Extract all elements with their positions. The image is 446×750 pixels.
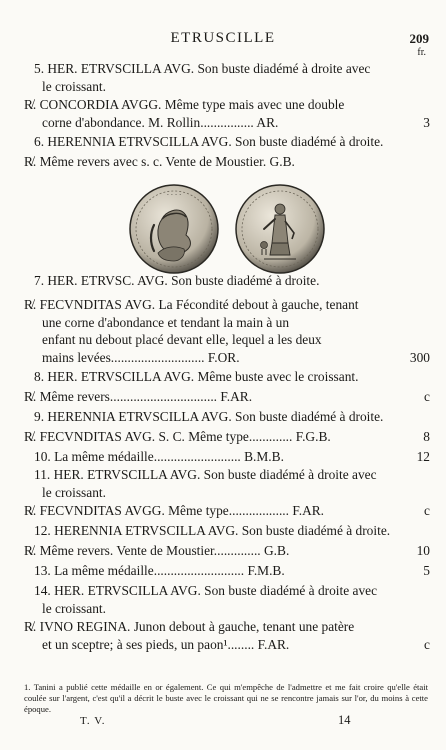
entry-text: 9. HERENNIA ETRVSCILLA AVG. Son buste diadémé à droite. [34,409,384,424]
catalog-entry [0,96,446,131]
entry-line [0,133,446,151]
coin-reverse-illustration [234,183,326,275]
entry-price: 12 [416,449,430,464]
entry-line [0,153,446,171]
entry-text: le croissant. [42,484,106,500]
entry-price: 3 [423,114,430,130]
catalog-entry [0,522,446,540]
entry-price: c [424,389,430,404]
entry-line [0,466,446,484]
entry-price: 5 [423,563,430,578]
entry-line [0,114,446,132]
entry-line [0,636,446,654]
entry-price: c [424,636,430,652]
entry-text: R̸. Même revers................................ F.AR. [24,389,253,404]
entry-text: R̸. FECVNDITAS AVGG. Même type.................. F.AR. [24,503,325,518]
entry-line [0,96,446,114]
entry-text: 5. HER. ETRVSCILLA AVG. Son buste diadémé à droite avec [34,61,371,76]
entry-text: le croissant. [42,600,106,616]
coin-obverse-illustration [128,183,220,275]
entry-line [0,331,446,349]
entry-line [0,582,446,600]
footer-signature-mark: T. V. [80,715,106,727]
catalog-entry [0,542,446,560]
catalog-entry [0,582,446,617]
entry-text: 12. HERENNIA ETRVSCILLA AVG. Son buste diadémé à droite. [34,523,391,538]
catalog-entry [0,618,446,653]
entry-line [0,600,446,618]
page-title: ETRUSCILLE [170,30,276,46]
entry-text: R̸. FECVNDITAS AVG. La Fécondité debout à gauche, tenant [24,297,359,312]
entry-text: R̸. Même revers avec s. c. Vente de Moustier. G.B. [24,154,295,169]
entry-text: corne d'abondance. M. Rollin................ AR. [42,114,279,130]
catalog-entry [0,448,446,466]
entry-line [0,484,446,502]
footer-sheet-number: 14 [338,713,351,727]
price-unit-label: fr. [417,47,426,58]
entry-line [0,428,446,446]
entry-text: R̸. FECVNDITAS AVG. S. C. Même type............. F.G.B. [24,429,331,444]
page-number: 209 [409,31,429,46]
catalog-entry [0,408,446,426]
entry-line [0,388,446,406]
entry-text: mains levées............................ F.OR. [42,349,240,365]
entry-text: et un sceptre; à ses pieds, un paon¹........ F.AR. [42,636,290,652]
entry-text: R̸. IVNO REGINA. Junon debout à gauche, tenant une patère [24,619,355,634]
entry-line [0,502,446,520]
entry-line [0,618,446,636]
catalog-entry [0,466,446,501]
entry-text: 11. HER. ETRVSCILLA AVG. Son buste diadémé à droite avec [34,467,377,482]
catalog-entry [0,133,446,151]
entry-text: R̸. Même revers. Vente de Moustier.............. G.B. [24,543,290,558]
coin-illustrations [0,183,446,278]
entry-price: 300 [409,349,430,365]
entry-line [0,296,446,314]
entry-text: 8. HER. ETRVSCILLA AVG. Même buste avec le croissant. [34,369,359,384]
entry-line [0,448,446,466]
entry-line [0,60,446,78]
catalog-entry [0,428,446,446]
entry-text: une corne d'abondance et tendant la main à un [42,314,290,330]
entry-price: c [424,503,430,518]
entry-text: 10. La même médaille.......................... B.M.B. [34,449,284,464]
catalog-entry [0,388,446,406]
entry-line [0,314,446,332]
catalog-entry [0,296,446,366]
catalog-entry [0,60,446,95]
entry-text: 6. HERENNIA ETRVSCILLA AVG. Son buste diadémé à droite. [34,134,384,149]
entry-line [0,562,446,580]
entry-price: 10 [416,543,430,558]
catalog-entry [0,562,446,580]
entry-line [0,78,446,96]
entry-text: R̸. CONCORDIA AVGG. Même type mais avec une double [24,97,345,112]
entry-line [0,408,446,426]
catalog-entry [0,368,446,386]
footnote: 1. Tanini a publié cette médaille en or également. Ce qui m'empêche de l'admettre et me fait croire qu'elle était coulée sur l'argent, c'est qu'il a décrit le buste avec le croissant qui ne se rencontre jamais sur l'or, du moins à cette époque. [24,682,428,714]
entry-line [0,522,446,540]
entry-text: enfant nu debout placé devant elle, lequel a les deux [42,332,322,347]
entry-line [0,368,446,386]
svg-text:· · · ·: · · · · [166,191,182,199]
entry-text: le croissant. [42,78,106,94]
entry-text: 13. La même médaille........................... F.M.B. [34,563,285,578]
entry-text: 7. HER. ETRVSC. AVG. Son buste diadémé à droite. [34,273,320,288]
entry-price: 8 [423,429,430,444]
catalog-entry [0,153,446,171]
entry-text: 14. HER. ETRVSCILLA AVG. Son buste diadémé à droite avec [34,583,378,598]
catalog-entry [0,502,446,520]
entry-line [0,349,446,367]
entry-line [0,542,446,560]
